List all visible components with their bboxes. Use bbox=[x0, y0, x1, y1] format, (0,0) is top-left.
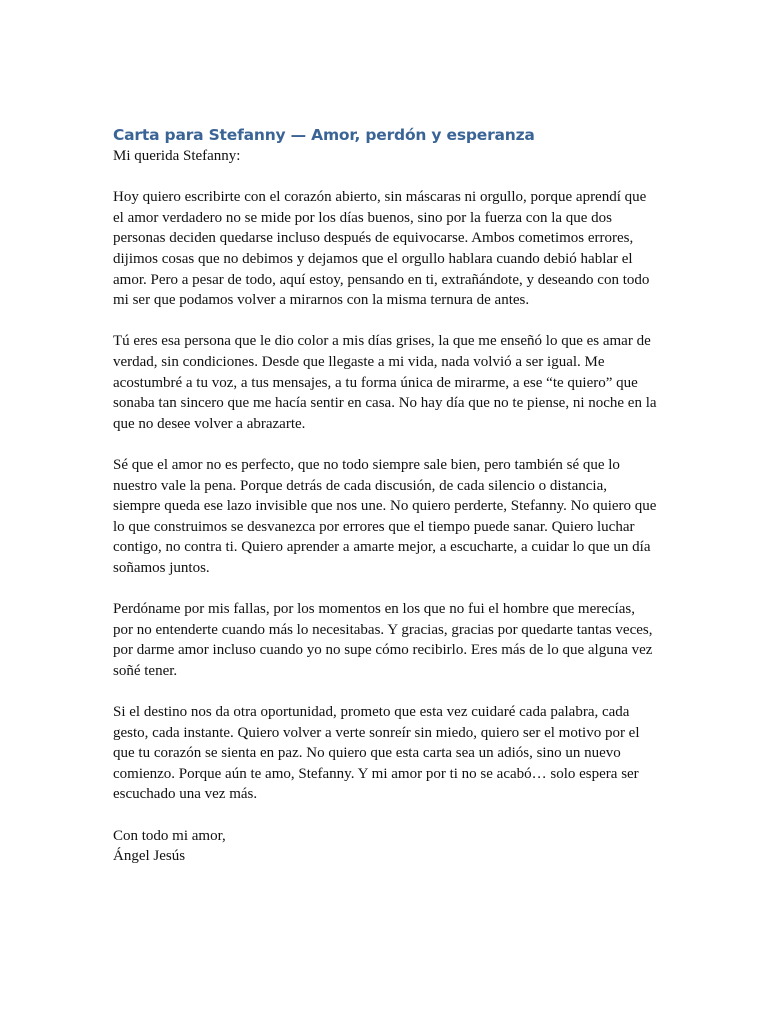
letter-document bbox=[113, 124, 658, 867]
letter-title: Carta para Stefanny — Amor, perdón y esperanza bbox=[113, 126, 535, 144]
letter-closing: Con todo mi amor, bbox=[113, 827, 226, 844]
letter-paragraph-5: Si el destino nos da otra oportunidad, prometo que esta vez cuidaré cada palabra, cada gesto, cada instante. Quiero volver a verte sonreír sin miedo, quiero ser el motivo por el que tu corazón se sienta en paz. No quiero que esta carta sea un adiós, sino un nuevo comienzo. Porque aún te amo, Stefanny. Y mi amor por ti no se acabó… solo espera ser escuchado una vez más. bbox=[113, 704, 640, 803]
letter-greeting: Mi querida Stefanny: bbox=[113, 148, 241, 164]
letter-signature: Ángel Jesús bbox=[113, 848, 186, 865]
letter-paragraph-1: Hoy quiero escribirte con el corazón abierto, sin máscaras ni orgullo, porque aprendí que el amor verdadero no se mide por los días buenos, sino por la fuerza con la que dos personas deciden quedarse incluso después de equivocarse. Ambos cometimos errores, dijimos cosas que no debimos y dejamos que el orgullo hablara cuando debió hablar el amor. Pero a pesar de todo, aquí estoy, pensando en ti, extrañándote, y deseando con todo mi ser que podamos volver a mirarnos con la misma ternura de antes. bbox=[113, 189, 650, 309]
letter-paragraph-2: Tú eres esa persona que le dio color a mis días grises, la que me enseñó lo que es amar de verdad, sin condiciones. Desde que llegaste a mi vida, nada volvió a ser igual. Me acostumbré a tu voz, a tus mensajes, a tu forma única de mirarme, a ese “te quiero” que sonaba tan sincero que me hacía sentir en casa. No hay día que no te piense, ni noche en la que no desee volver a abrazarte. bbox=[113, 333, 657, 432]
letter-paragraph-3: Sé que el amor no es perfecto, que no todo siempre sale bien, pero también sé que lo nuestro vale la pena. Porque detrás de cada discusión, de cada silencio o distancia, siempre queda ese lazo invisible que nos une. No quiero perderte, Stefanny. No quiero que lo que construimos se desvanezca por errores que el tiempo puede sanar. Quiero luchar contigo, no contra ti. Quiero aprender a amarte mejor, a escucharte, a cuidar lo que un día soñamos juntos. bbox=[113, 456, 657, 576]
letter-paragraph-4: Perdóname por mis fallas, por los momentos en los que no fui el hombre que merecías, por no entenderte cuando más lo necesitabas. Y gracias, gracias por quedarte tantas veces, por darme amor incluso cuando yo no supe cómo recibirlo. Eres más de lo que alguna vez soñé tener. bbox=[113, 601, 653, 679]
